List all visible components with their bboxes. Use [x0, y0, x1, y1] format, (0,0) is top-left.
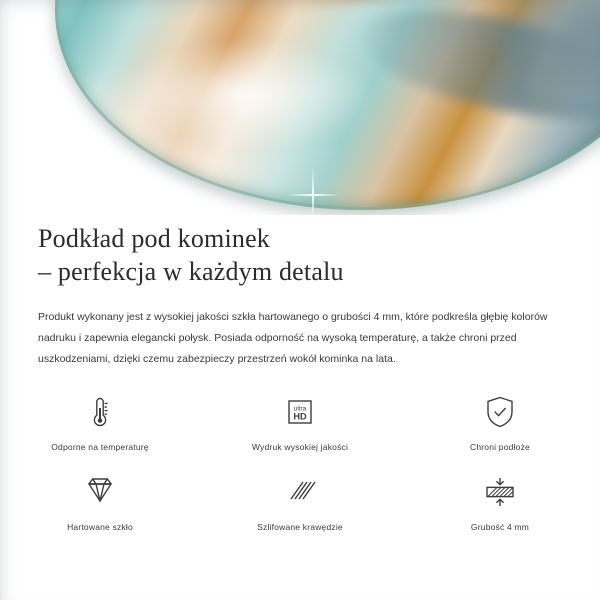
ultra-hd-icon — [280, 390, 320, 434]
thermometer-icon — [83, 390, 117, 434]
marble-vein — [115, 40, 375, 150]
polished-edges-icon — [280, 470, 320, 514]
feature-label: Chroni podłoże — [470, 442, 530, 452]
headline-line-1: Podkład pod kominek — [38, 224, 271, 253]
feature-grid — [0, 390, 600, 550]
headline-line-2: – perfekcja w każdym detalu — [38, 257, 344, 287]
feature-label: Wydruk wysokiej jakości — [251, 442, 349, 452]
diamond-icon — [79, 470, 121, 514]
thickness-arrows-icon — [479, 470, 521, 514]
svg-text:ultra: ultra — [293, 405, 307, 413]
hero-image — [0, 0, 600, 215]
text-content — [0, 222, 600, 370]
feature-label: Grubość 4 mm — [470, 522, 530, 532]
description-paragraph: Produkt wykonany jest z wysokiej jakości szkła hartowanego o grubości 4 mm, które podkreśla głębię kolorów nadruku i zapewnia elegancki połysk. Posiada odporność na wysoką temperaturę, a także chroni przed uszkodzeniami, dzięki czemu zabezpieczy przestrzeń wokół kominka na lata. — [38, 310, 548, 365]
round-glass-board-image — [55, 0, 600, 210]
feature-label: Szlifowane krawędzie — [257, 522, 343, 532]
feature-item-surface-protection — [400, 390, 600, 470]
feature-item-temperature — [0, 390, 200, 470]
feature-label: Hartowane szkło — [67, 522, 133, 532]
feature-item-polished-edges — [200, 470, 400, 550]
svg-text:HD: HD — [293, 411, 307, 422]
page-title — [0, 222, 600, 289]
shield-check-icon — [480, 390, 520, 434]
feature-item-print-quality — [200, 390, 400, 470]
feature-item-thickness — [400, 470, 600, 550]
feature-label: Odporne na temperaturę — [51, 442, 149, 452]
feature-item-tempered-glass — [0, 470, 200, 550]
